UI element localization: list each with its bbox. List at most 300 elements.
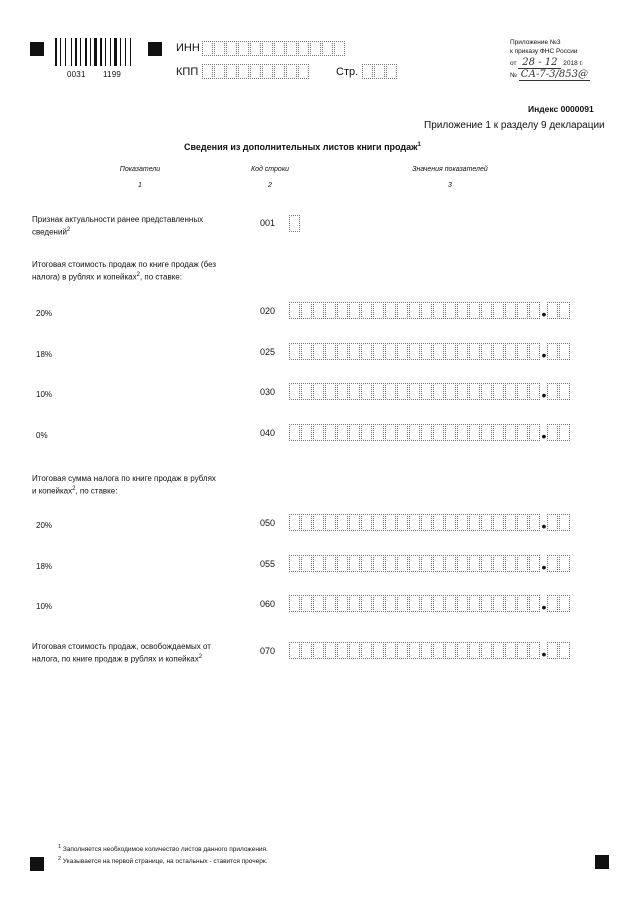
row-025-amount-field[interactable]	[289, 343, 571, 363]
decimal-separator: •	[541, 387, 547, 403]
group1-tail: , по ставке:	[139, 272, 182, 282]
order-ref-date	[510, 58, 583, 68]
input-cell[interactable]	[386, 64, 397, 79]
rubles-cell[interactable]	[469, 302, 480, 319]
input-cell[interactable]	[214, 41, 225, 56]
rubles-cell[interactable]	[385, 595, 396, 612]
rubles-cell[interactable]	[469, 595, 480, 612]
kopecks-cell[interactable]	[547, 302, 558, 319]
barcode-bar	[130, 38, 131, 66]
barcode-bar	[55, 38, 57, 66]
group1-sup: 2	[136, 272, 140, 278]
rubles-cell[interactable]	[421, 343, 432, 360]
kopecks-cell[interactable]	[559, 383, 570, 400]
rubles-cell[interactable]	[349, 642, 360, 659]
title-sup: 1	[417, 142, 421, 148]
rubles-cell[interactable]	[445, 343, 456, 360]
rubles-cell[interactable]	[445, 595, 456, 612]
row-020-label: 20%	[36, 309, 53, 318]
barcode-number-left: 0031	[67, 70, 86, 79]
input-cell[interactable]	[362, 64, 373, 79]
kpp-label: КПП	[176, 66, 199, 78]
kopecks-cell[interactable]	[547, 514, 558, 531]
group2-line1: Итоговая сумма налога по книге продаж в рублях	[32, 474, 216, 483]
row-070-amount-field[interactable]	[289, 642, 571, 662]
row-070-line2: налога, по книге продаж в рублях и копейках	[32, 654, 199, 664]
appendix-caption: Приложение 1 к разделу 9 декларации	[424, 120, 605, 131]
column-header-values: Значения показателей	[412, 166, 488, 173]
input-cell[interactable]	[214, 64, 225, 79]
input-cell[interactable]	[334, 41, 345, 56]
barcode-bar	[80, 38, 81, 66]
kopecks-cell[interactable]	[559, 595, 570, 612]
row-050-code: 050	[260, 518, 276, 528]
corner-marker-bottom-right	[595, 855, 609, 869]
rubles-cell[interactable]	[397, 642, 408, 659]
rubles-cell[interactable]	[337, 642, 348, 659]
rubles-cell[interactable]	[409, 595, 420, 612]
rubles-cell[interactable]	[493, 514, 504, 531]
rubles-cell[interactable]	[361, 383, 372, 400]
rubles-cell[interactable]	[325, 514, 336, 531]
input-cell[interactable]	[374, 64, 385, 79]
rubles-cell[interactable]	[349, 383, 360, 400]
group2-sup: 2	[72, 486, 76, 492]
rubles-cell[interactable]	[517, 383, 528, 400]
decimal-separator: •	[541, 347, 547, 363]
rubles-cell[interactable]	[529, 642, 540, 659]
rubles-cell[interactable]	[457, 424, 468, 441]
group2-tail: , по ставке:	[75, 486, 118, 496]
column-num-2: 2	[268, 182, 272, 189]
rubles-cell[interactable]	[337, 343, 348, 360]
decimal-separator: •	[541, 306, 547, 322]
rubles-cell[interactable]	[457, 343, 468, 360]
row-001-code: 001	[260, 218, 276, 228]
rubles-cell[interactable]	[361, 302, 372, 319]
input-cell[interactable]	[262, 64, 273, 79]
rubles-cell[interactable]	[409, 343, 420, 360]
rubles-cell[interactable]	[325, 343, 336, 360]
input-cell[interactable]	[262, 41, 273, 56]
input-cell[interactable]	[286, 64, 297, 79]
row-030-code: 030	[260, 387, 276, 397]
rubles-cell[interactable]	[397, 595, 408, 612]
row-060-label: 10%	[36, 602, 53, 611]
kpp-field[interactable]	[202, 64, 310, 79]
order-ref-line1: Приложение №3	[510, 39, 561, 46]
rubles-cell[interactable]	[289, 642, 300, 659]
input-cell[interactable]	[286, 41, 297, 56]
rubles-cell[interactable]	[505, 555, 516, 572]
rubles-cell[interactable]	[385, 343, 396, 360]
rubles-cell[interactable]	[517, 514, 528, 531]
rubles-cell[interactable]	[313, 642, 324, 659]
row-040-amount-field[interactable]	[289, 424, 571, 444]
rubles-cell[interactable]	[289, 514, 300, 531]
rubles-cell[interactable]	[361, 343, 372, 360]
rubles-cell[interactable]	[457, 595, 468, 612]
rubles-cell[interactable]	[433, 302, 444, 319]
number-handwritten: СА-7-3/853@	[520, 69, 588, 80]
rubles-cell[interactable]	[385, 514, 396, 531]
rubles-cell[interactable]	[481, 383, 492, 400]
rubles-cell[interactable]	[517, 343, 528, 360]
title-text: Сведения из дополнительных листов книги продаж	[184, 142, 418, 152]
rubles-cell[interactable]	[385, 555, 396, 572]
rubles-cell[interactable]	[469, 514, 480, 531]
rubles-cell[interactable]	[421, 642, 432, 659]
rubles-cell[interactable]	[325, 302, 336, 319]
rubles-cell[interactable]	[457, 514, 468, 531]
row-050-label: 20%	[36, 521, 53, 530]
corner-marker-top-right	[148, 42, 162, 56]
rubles-cell[interactable]	[505, 343, 516, 360]
rubles-cell[interactable]	[505, 424, 516, 441]
input-cell[interactable]	[226, 64, 237, 79]
row-060-code: 060	[260, 599, 276, 609]
input-cell[interactable]	[250, 64, 261, 79]
page-title	[184, 142, 421, 152]
rubles-cell[interactable]	[301, 642, 312, 659]
rubles-cell[interactable]	[301, 424, 312, 441]
page-number-field[interactable]	[362, 64, 398, 79]
rubles-cell[interactable]	[397, 424, 408, 441]
input-cell[interactable]	[238, 41, 249, 56]
group1-line1: Итоговая стоимость продаж по книге продаж (без	[32, 260, 217, 269]
rubles-cell[interactable]	[481, 514, 492, 531]
input-cell[interactable]	[322, 41, 333, 56]
row-020-code: 020	[260, 306, 276, 316]
rubles-cell[interactable]	[493, 302, 504, 319]
rubles-cell[interactable]	[373, 514, 384, 531]
rubles-cell[interactable]	[481, 595, 492, 612]
row-030-amount-field[interactable]	[289, 383, 571, 403]
rubles-cell[interactable]	[373, 642, 384, 659]
row-060-amount-field[interactable]	[289, 595, 571, 615]
barcode-bar	[71, 38, 72, 66]
rubles-cell[interactable]	[397, 383, 408, 400]
rubles-cell[interactable]	[301, 595, 312, 612]
footnote-2-text: Указывается на первой странице, на остальных - ставится прочерк.	[62, 858, 268, 866]
rubles-cell[interactable]	[361, 424, 372, 441]
barcode-number-right: 1199	[103, 70, 122, 79]
decimal-separator: •	[541, 559, 547, 575]
page-label: Стр.	[336, 66, 359, 78]
rubles-cell[interactable]	[469, 642, 480, 659]
rubles-cell[interactable]	[493, 595, 504, 612]
kopecks-cell[interactable]	[547, 595, 558, 612]
footnote-1-sup: 1	[58, 844, 62, 850]
rubles-cell[interactable]	[517, 302, 528, 319]
rubles-cell[interactable]	[481, 343, 492, 360]
rubles-cell[interactable]	[505, 514, 516, 531]
row-030-label: 10%	[36, 390, 53, 399]
rubles-cell[interactable]	[325, 642, 336, 659]
rubles-cell[interactable]	[385, 424, 396, 441]
rubles-cell[interactable]	[421, 302, 432, 319]
rubles-cell[interactable]	[505, 642, 516, 659]
rubles-cell[interactable]	[445, 302, 456, 319]
rubles-cell[interactable]	[325, 555, 336, 572]
rubles-cell[interactable]	[529, 514, 540, 531]
rubles-cell[interactable]	[481, 302, 492, 319]
rubles-cell[interactable]	[529, 424, 540, 441]
column-num-1: 1	[138, 182, 142, 189]
rubles-cell[interactable]	[337, 595, 348, 612]
rubles-cell[interactable]	[457, 302, 468, 319]
rubles-cell[interactable]	[433, 642, 444, 659]
rubles-cell[interactable]	[469, 424, 480, 441]
row-001-sup: 2	[66, 227, 71, 233]
row-055-amount-field[interactable]	[289, 555, 571, 575]
input-cell[interactable]	[298, 41, 309, 56]
rubles-cell[interactable]	[301, 555, 312, 572]
rubles-cell[interactable]	[397, 514, 408, 531]
rubles-cell[interactable]	[421, 595, 432, 612]
inn-label: ИНН	[176, 42, 200, 54]
rubles-cell[interactable]	[433, 555, 444, 572]
rubles-cell[interactable]	[373, 424, 384, 441]
barcode	[55, 38, 135, 66]
rubles-cell[interactable]	[493, 383, 504, 400]
rubles-cell[interactable]	[409, 514, 420, 531]
rubles-cell[interactable]	[385, 302, 396, 319]
rubles-cell[interactable]	[325, 383, 336, 400]
rubles-cell[interactable]	[529, 302, 540, 319]
kopecks-cell[interactable]	[559, 514, 570, 531]
rubles-cell[interactable]	[289, 595, 300, 612]
rubles-cell[interactable]	[349, 302, 360, 319]
rubles-cell[interactable]	[409, 642, 420, 659]
input-cell[interactable]	[250, 41, 261, 56]
row-055-code: 055	[260, 559, 276, 569]
rubles-cell[interactable]	[397, 302, 408, 319]
rubles-cell[interactable]	[385, 383, 396, 400]
rubles-cell[interactable]	[517, 424, 528, 441]
input-cell[interactable]	[226, 41, 237, 56]
footnote-1	[58, 843, 268, 854]
rubles-cell[interactable]	[469, 555, 480, 572]
kopecks-cell[interactable]	[547, 424, 558, 441]
rubles-cell[interactable]	[445, 383, 456, 400]
rubles-cell[interactable]	[505, 595, 516, 612]
rubles-cell[interactable]	[469, 343, 480, 360]
rubles-cell[interactable]	[481, 555, 492, 572]
corner-marker-top-left	[30, 42, 44, 56]
barcode-bar	[65, 38, 66, 66]
decimal-separator: •	[541, 518, 547, 534]
rubles-cell[interactable]	[517, 595, 528, 612]
input-cell[interactable]	[289, 215, 300, 232]
rubles-cell[interactable]	[529, 595, 540, 612]
input-cell[interactable]	[310, 41, 321, 56]
input-cell[interactable]	[274, 41, 285, 56]
row-020-amount-field[interactable]	[289, 302, 571, 322]
rubles-cell[interactable]	[409, 555, 420, 572]
input-cell[interactable]	[298, 64, 309, 79]
row-001-text: Признак актуальности ранее представленных сведений	[32, 215, 204, 237]
decimal-separator: •	[541, 599, 547, 615]
barcode-bar	[60, 38, 61, 66]
rubles-cell[interactable]	[301, 302, 312, 319]
kopecks-cell[interactable]	[559, 642, 570, 659]
rubles-cell[interactable]	[493, 555, 504, 572]
rubles-cell[interactable]	[361, 642, 372, 659]
rubles-cell[interactable]	[385, 642, 396, 659]
group-tax-sum-label	[32, 473, 252, 497]
inn-field[interactable]	[202, 41, 346, 56]
rubles-cell[interactable]	[349, 424, 360, 441]
row-025-label: 18%	[36, 350, 53, 359]
rubles-cell[interactable]	[361, 514, 372, 531]
rubles-cell[interactable]	[493, 343, 504, 360]
barcode-bar	[90, 38, 91, 66]
rubles-cell[interactable]	[373, 343, 384, 360]
rubles-cell[interactable]	[433, 383, 444, 400]
rubles-cell[interactable]	[325, 595, 336, 612]
rubles-cell[interactable]	[505, 383, 516, 400]
rubles-cell[interactable]	[493, 424, 504, 441]
rubles-cell[interactable]	[445, 424, 456, 441]
rubles-cell[interactable]	[397, 343, 408, 360]
rubles-cell[interactable]	[457, 642, 468, 659]
row-050-amount-field[interactable]	[289, 514, 571, 534]
barcode-bar	[100, 38, 102, 66]
input-cell[interactable]	[274, 64, 285, 79]
barcode-bar	[114, 38, 117, 66]
rubles-cell[interactable]	[289, 343, 300, 360]
rubles-cell[interactable]	[397, 555, 408, 572]
date-prefix: от	[510, 60, 517, 67]
rubles-cell[interactable]	[349, 343, 360, 360]
number-prefix: №	[510, 72, 517, 79]
rubles-cell[interactable]	[517, 642, 528, 659]
rubles-cell[interactable]	[373, 595, 384, 612]
rubles-cell[interactable]	[421, 383, 432, 400]
row-001-field[interactable]	[289, 215, 301, 232]
rubles-cell[interactable]	[529, 555, 540, 572]
rubles-cell[interactable]	[409, 302, 420, 319]
date-year: 2018 г.	[563, 60, 583, 67]
row-040-code: 040	[260, 428, 276, 438]
rubles-cell[interactable]	[505, 302, 516, 319]
rubles-cell[interactable]	[337, 555, 348, 572]
decimal-separator: •	[541, 646, 547, 662]
row-070-code: 070	[260, 646, 276, 656]
rubles-cell[interactable]	[337, 302, 348, 319]
decimal-separator: •	[541, 428, 547, 444]
rubles-cell[interactable]	[313, 424, 324, 441]
rubles-cell[interactable]	[337, 383, 348, 400]
row-025-code: 025	[260, 347, 276, 357]
rubles-cell[interactable]	[325, 424, 336, 441]
rubles-cell[interactable]	[409, 383, 420, 400]
rubles-cell[interactable]	[373, 555, 384, 572]
rubles-cell[interactable]	[421, 555, 432, 572]
rubles-cell[interactable]	[433, 343, 444, 360]
rubles-cell[interactable]	[373, 302, 384, 319]
rubles-cell[interactable]	[337, 424, 348, 441]
rubles-cell[interactable]	[517, 555, 528, 572]
rubles-cell[interactable]	[289, 383, 300, 400]
rubles-cell[interactable]	[445, 514, 456, 531]
rubles-cell[interactable]	[349, 514, 360, 531]
barcode-bar	[85, 38, 87, 66]
row-070-sup: 2	[198, 654, 203, 660]
rubles-cell[interactable]	[445, 555, 456, 572]
kopecks-cell[interactable]	[547, 343, 558, 360]
rubles-cell[interactable]	[301, 514, 312, 531]
kopecks-cell[interactable]	[547, 555, 558, 572]
rubles-cell[interactable]	[349, 595, 360, 612]
rubles-cell[interactable]	[361, 595, 372, 612]
kopecks-cell[interactable]	[547, 642, 558, 659]
rubles-cell[interactable]	[409, 424, 420, 441]
rubles-cell[interactable]	[313, 514, 324, 531]
rubles-cell[interactable]	[433, 595, 444, 612]
rubles-cell[interactable]	[481, 642, 492, 659]
column-num-3: 3	[448, 182, 452, 189]
rubles-cell[interactable]	[373, 383, 384, 400]
rubles-cell[interactable]	[421, 514, 432, 531]
rubles-cell[interactable]	[289, 302, 300, 319]
rubles-cell[interactable]	[337, 514, 348, 531]
rubles-cell[interactable]	[445, 642, 456, 659]
input-cell[interactable]	[238, 64, 249, 79]
rubles-cell[interactable]	[529, 383, 540, 400]
kopecks-cell[interactable]	[559, 424, 570, 441]
rubles-cell[interactable]	[349, 555, 360, 572]
kopecks-cell[interactable]	[547, 383, 558, 400]
input-cell[interactable]	[202, 64, 213, 79]
footnote-1-text: Заполняется необходимое количество листов данного приложения.	[62, 846, 268, 854]
footnote-2	[58, 855, 268, 866]
row-055-label: 18%	[36, 562, 53, 571]
rubles-cell[interactable]	[481, 424, 492, 441]
rubles-cell[interactable]	[313, 343, 324, 360]
rubles-cell[interactable]	[301, 343, 312, 360]
order-ref-line2: к приказу ФНС России	[510, 48, 578, 55]
rubles-cell[interactable]	[433, 424, 444, 441]
rubles-cell[interactable]	[313, 302, 324, 319]
rubles-cell[interactable]	[313, 555, 324, 572]
rubles-cell[interactable]	[289, 424, 300, 441]
rubles-cell[interactable]	[361, 555, 372, 572]
rubles-cell[interactable]	[313, 383, 324, 400]
order-ref-number	[510, 70, 590, 80]
rubles-cell[interactable]	[433, 514, 444, 531]
rubles-cell[interactable]	[529, 343, 540, 360]
kopecks-cell[interactable]	[559, 343, 570, 360]
rubles-cell[interactable]	[469, 383, 480, 400]
rubles-cell[interactable]	[301, 383, 312, 400]
rubles-cell[interactable]	[457, 383, 468, 400]
corner-marker-bottom-left	[30, 857, 44, 871]
row-001-label	[32, 214, 232, 238]
kopecks-cell[interactable]	[559, 555, 570, 572]
rubles-cell[interactable]	[457, 555, 468, 572]
rubles-cell[interactable]	[493, 642, 504, 659]
rubles-cell[interactable]	[421, 424, 432, 441]
barcode-bar	[105, 38, 106, 66]
rubles-cell[interactable]	[313, 595, 324, 612]
footnote-2-sup: 2	[58, 856, 62, 862]
date-handwritten: 28 - 12	[518, 57, 561, 69]
kopecks-cell[interactable]	[559, 302, 570, 319]
input-cell[interactable]	[202, 41, 213, 56]
rubles-cell[interactable]	[289, 555, 300, 572]
